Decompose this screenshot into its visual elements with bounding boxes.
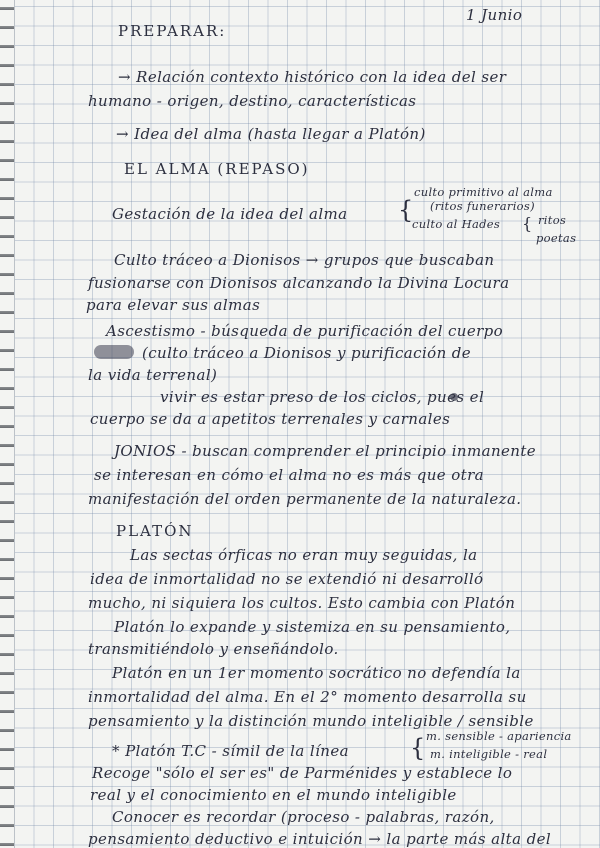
note-line: cuerpo se da a apetitos terrenales y carnales [90,410,451,428]
note-line: * Platón T.C - símil de la línea [112,742,349,760]
note-line: culto primitivo al alma [414,185,553,199]
note-line: mucho, ni siquiera los cultos. Esto cambia con Platón [88,594,516,612]
note-line: Platón en un 1er momento socrático no defendía la [112,664,521,682]
note-line: vivir es estar preso de los ciclos, pues el [160,388,485,406]
note-line: m. sensible - apariencia [426,729,572,743]
brace-symbol: { [522,214,533,233]
note-line: manifestación del orden permanente de la naturaleza. [88,490,522,508]
note-line: m. inteligible - real [430,747,548,761]
note-line: (ritos funerarios) [430,199,535,213]
date-note: 1 Junio [466,6,523,24]
ink-scribble [94,345,134,359]
note-line: Las sectas órficas no eran muy seguidas, la [130,546,478,564]
note-line: → Relación contexto histórico con la idea del ser [118,68,507,86]
note-line: Gestación de la idea del alma [112,205,348,223]
note-line: para elevar sus almas [86,296,261,314]
brace-symbol: { [398,196,414,224]
note-line: ritos [538,213,567,227]
note-line: culto al Hades [412,217,501,231]
note-line: Culto tráceo a Dionisos → grupos que buscaban [114,251,495,269]
note-line: idea de inmortalidad no se extendió ni desarrolló [90,570,484,588]
note-line: → Idea del alma (hasta llegar a Platón) [116,125,426,143]
note-line: poetas [536,231,577,245]
note-line: Conocer es recordar (proceso - palabras, razón, [112,808,495,826]
note-line: Ascestismo - búsqueda de purificación del cuerpo [106,322,504,340]
note-line: pensamiento deductivo e intuición → la parte más alta del [88,830,552,848]
note-line: Recoge "sólo el ser es" de Parménides y establece lo [92,764,513,782]
section-title-platon: PLATÓN [116,522,194,540]
note-line: la vida terrenal) [88,366,218,384]
note-line: (culto tráceo a Dionisos y purificación de [142,344,472,362]
note-line: real y el conocimiento en el mundo inteligible [90,786,457,804]
note-line: Platón lo expande y sistemiza en su pensamiento, [114,618,511,636]
note-line: fusionarse con Dionisos alcanzando la Divina Locura [88,274,510,292]
note-line: se interesan en cómo el alma no es más que otra [94,466,485,484]
section-title-alma: EL ALMA (REPASO) [124,160,310,178]
brace-symbol: { [410,734,426,762]
note-line: inmortalidad del alma. En el 2° momento desarrolla su [88,688,527,706]
spiral-binding [0,0,15,848]
heading-preparar: PREPARAR: [118,22,227,40]
note-line: transmitiéndolo y enseñándolo. [88,640,339,658]
note-line: pensamiento y la distinción mundo inteligible / sensible [88,712,534,730]
note-line: JONIOS - buscan comprender el principio inmanente [114,442,537,460]
note-line: humano - origen, destino, características [88,92,417,110]
